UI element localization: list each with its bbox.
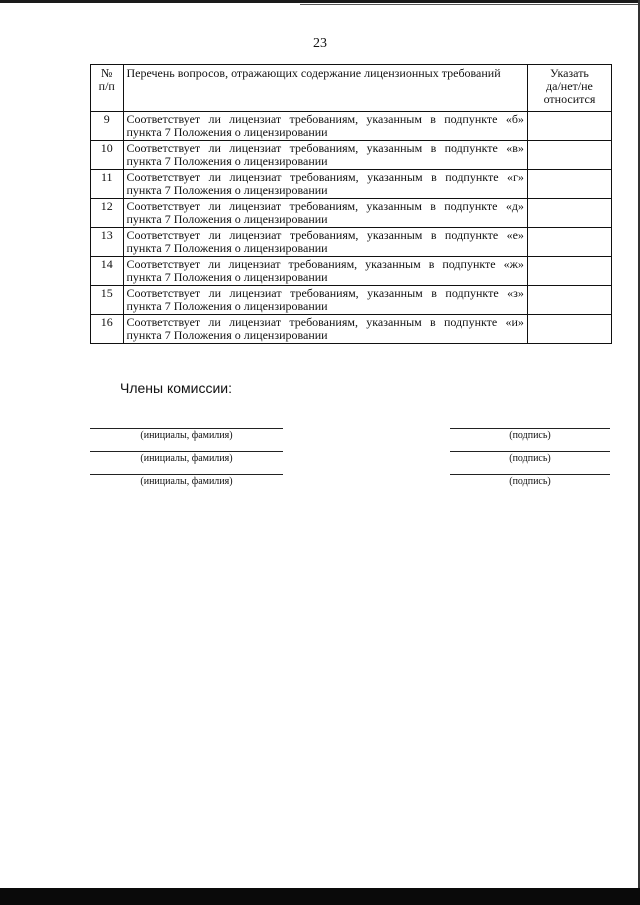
row-question-line1: Соответствует ли лицензиат требованиям, указанным в подпункте «д»: [126, 199, 524, 213]
scan-bottom-edge: [0, 888, 640, 905]
row-question-line2: пункта 7 Положения о лицензировании: [126, 125, 328, 139]
name-signature-line: [90, 451, 283, 452]
row-question-line1: Соответствует ли лицензиат требованиям, указанным в подпункте «б»: [126, 112, 524, 126]
signature-caption: (подпись): [509, 453, 551, 464]
signature-caption: (подпись): [509, 430, 551, 441]
row-question-cell: [123, 257, 527, 286]
requirements-table: [90, 64, 612, 344]
row-question-line1: Соответствует ли лицензиат требованиям, указанным в подпункте «в»: [126, 141, 524, 155]
table-row: [91, 199, 612, 228]
row-question-line2: пункта 7 Положения о лицензировании: [126, 299, 328, 313]
table-row: [91, 170, 612, 199]
row-answer-cell[interactable]: [527, 112, 611, 141]
scan-top-edge: [0, 0, 640, 3]
header-number-line1: №: [101, 66, 113, 80]
row-question-line1: Соответствует ли лицензиат требованиям, указанным в подпункте «ж»: [126, 257, 524, 271]
table-row: [91, 286, 612, 315]
row-number-cell: 10: [91, 141, 124, 170]
row-question-cell: [123, 112, 527, 141]
row-question-line2: пункта 7 Положения о лицензировании: [126, 241, 328, 255]
commission-heading: Члены комиссии:: [120, 380, 233, 396]
page-number: 23: [313, 36, 327, 51]
header-number-cell: [91, 65, 124, 112]
signature-caption: (подпись): [509, 476, 551, 487]
name-signature-line: [90, 428, 283, 429]
row-number-cell: 14: [91, 257, 124, 286]
header-number-line2: п/п: [98, 79, 115, 93]
header-answer-cell: [527, 65, 611, 112]
row-question-cell: [123, 315, 527, 344]
name-caption: (инициалы, фамилия): [140, 430, 233, 441]
row-answer-cell[interactable]: [527, 199, 611, 228]
row-number-cell: 12: [91, 199, 124, 228]
table-row: [91, 228, 612, 257]
header-answer-line2: да/нет/не: [546, 79, 593, 93]
row-answer-cell[interactable]: [527, 257, 611, 286]
scan-top-line: [300, 4, 640, 5]
name-caption: (инициалы, фамилия): [140, 476, 233, 487]
row-question-line1: Соответствует ли лицензиат требованиям, указанным в подпункте «з»: [126, 286, 524, 300]
row-question-cell: [123, 170, 527, 199]
row-question-cell: [123, 228, 527, 257]
header-answer-line3: относится: [543, 92, 596, 106]
row-answer-cell[interactable]: [527, 170, 611, 199]
row-number-cell: 16: [91, 315, 124, 344]
row-question-line2: пункта 7 Положения о лицензировании: [126, 183, 328, 197]
row-question-line1: Соответствует ли лицензиат требованиям, указанным в подпункте «и»: [126, 315, 524, 329]
table-row: [91, 315, 612, 344]
name-signature-line: [90, 474, 283, 475]
table-row: [91, 141, 612, 170]
table-body: [91, 112, 612, 344]
row-question-cell: [123, 199, 527, 228]
signature-line: [450, 451, 610, 452]
name-caption: (инициалы, фамилия): [140, 453, 233, 464]
row-number-cell: 15: [91, 286, 124, 315]
signature-line: [450, 428, 610, 429]
row-question-cell: [123, 286, 527, 315]
row-answer-cell[interactable]: [527, 315, 611, 344]
row-number-cell: 13: [91, 228, 124, 257]
row-number-cell: 9: [91, 112, 124, 141]
row-question-line2: пункта 7 Положения о лицензировании: [126, 270, 328, 284]
header-questions-cell: [123, 65, 527, 112]
row-answer-cell[interactable]: [527, 286, 611, 315]
row-question-line2: пункта 7 Положения о лицензировании: [126, 328, 328, 342]
row-question-line2: пункта 7 Положения о лицензировании: [126, 154, 328, 168]
header-answer-line1: Указать: [550, 66, 589, 80]
table-header-row: [91, 65, 612, 112]
header-questions-label: Перечень вопросов, отражающих содержание лицензионных требований: [126, 66, 501, 80]
row-answer-cell[interactable]: [527, 228, 611, 257]
row-number-cell: 11: [91, 170, 124, 199]
row-answer-cell[interactable]: [527, 141, 611, 170]
row-question-cell: [123, 141, 527, 170]
table-row: [91, 112, 612, 141]
row-question-line1: Соответствует ли лицензиат требованиям, указанным в подпункте «г»: [126, 170, 524, 184]
signature-line: [450, 474, 610, 475]
row-question-line2: пункта 7 Положения о лицензировании: [126, 212, 328, 226]
table-row: [91, 257, 612, 286]
row-question-line1: Соответствует ли лицензиат требованиям, указанным в подпункте «е»: [126, 228, 524, 242]
